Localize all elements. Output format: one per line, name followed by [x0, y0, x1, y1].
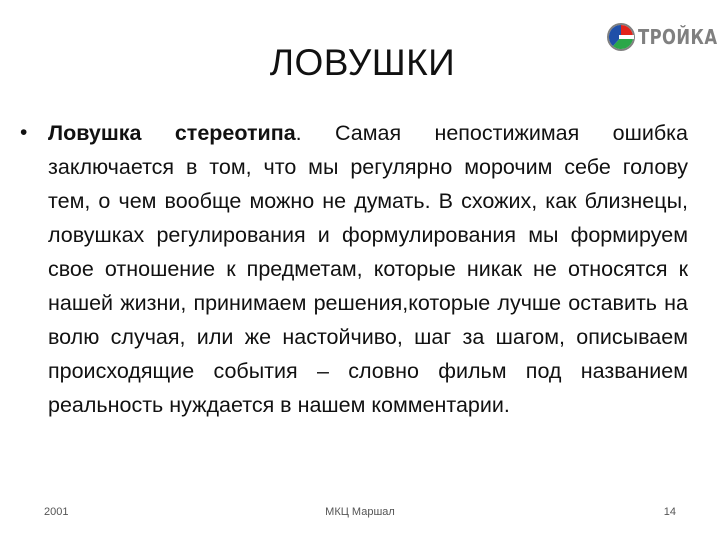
logo-text: ТРОЙКА	[638, 25, 718, 49]
bullet-dot-icon: •	[20, 121, 28, 144]
slide-content	[20, 116, 688, 422]
bullet-item	[20, 116, 688, 422]
slide-title: ЛОВУШКИ	[269, 42, 456, 83]
footer-year: 2001	[44, 506, 69, 518]
bullet-text: . Самая непостижимая ошибка заключается в том, что мы регулярно морочим себе голову тем, о чем вообще можно не думать. В схожих, как близнецы, ловушках регулирования и формулирования мы формируем свое отношение к предметам, которые никак не относятся к нашей жизни, принимаем решения,которые лучше оставить на волю случая, или же настойчиво, шаг за шагом, описываем происходящие события – словно фильм под названием реальность нуждается в нашем комментарии.	[48, 121, 688, 417]
footer-author: МКЦ Маршал	[325, 506, 395, 518]
footer-page-number: 14	[663, 506, 676, 518]
bullet-lead: Ловушка стереотипа	[48, 121, 296, 145]
